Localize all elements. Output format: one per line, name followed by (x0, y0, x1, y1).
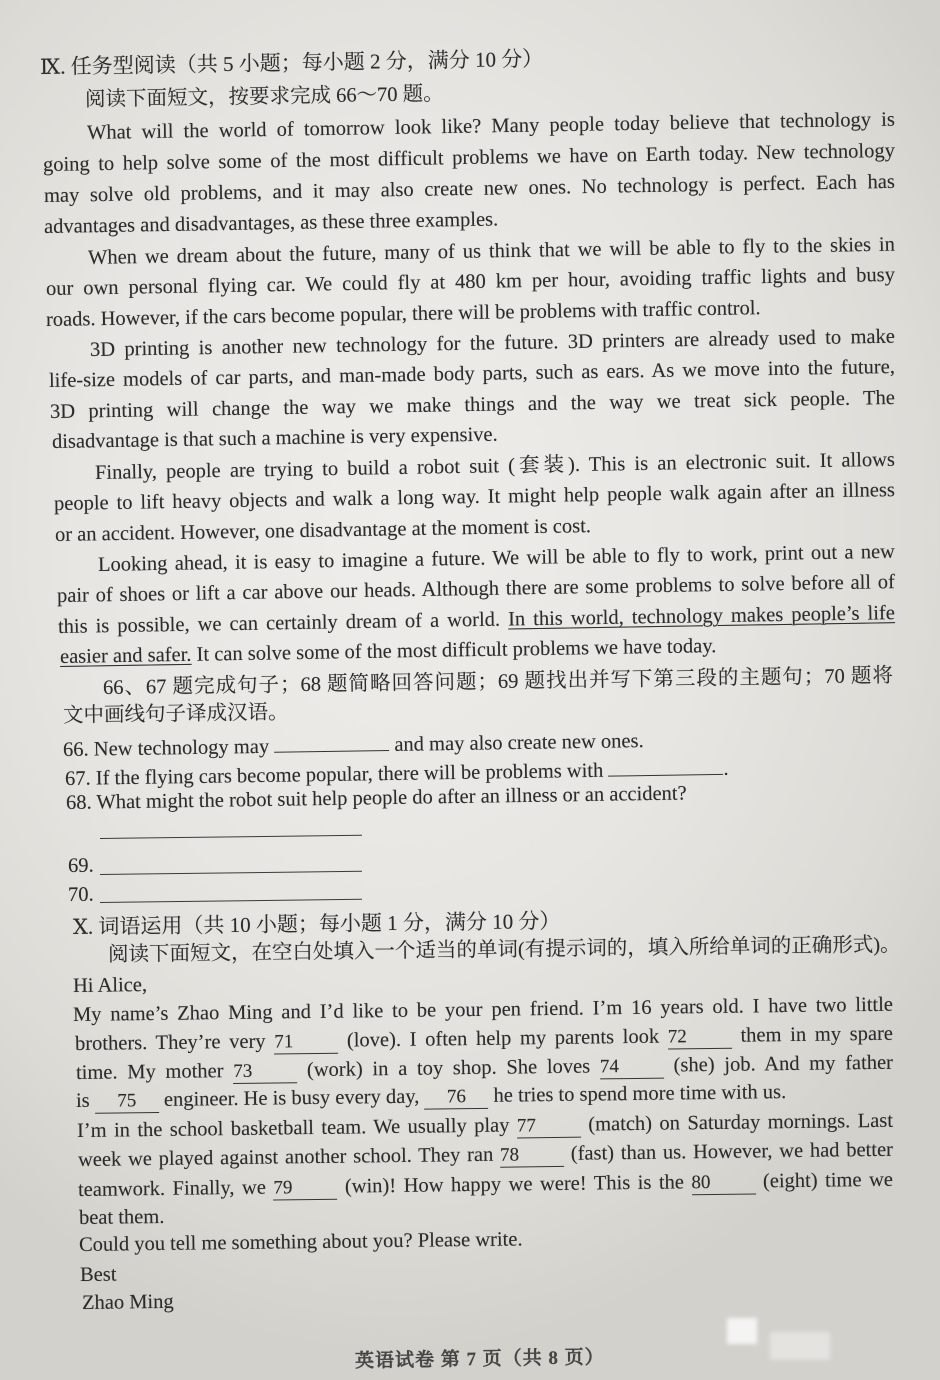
text-run: roads. However, if the cars become popular, there will be problems with traffic control. (45, 297, 761, 331)
text-run: . (723, 757, 729, 780)
text-run: may solve old problems, and it may also create new ones. No technology is perfect. Each has (43, 170, 896, 207)
watermark-overlay (727, 1318, 757, 1344)
section-9-instruction: 阅读下面短文，按要求完成 66～70 题。 (84, 83, 444, 111)
blank-75: 75 (95, 1090, 159, 1114)
text-run: Finally, people are trying to build a robot suit (套装). This is an electronic suit. It allows (94, 448, 896, 484)
text-run: (win)! How happy we were! This is the (337, 1171, 692, 1198)
text-run: or an accident. However, one disadvantage at the moment is cost. (54, 515, 592, 546)
letter-signoff: Best (79, 1263, 117, 1286)
answer-line-68 (100, 835, 362, 839)
text-run: I’m in the school basketball team. We usually play (76, 1114, 518, 1142)
blank-74: 74 (600, 1056, 664, 1080)
text-run: engineer. He is busy every day, (158, 1085, 425, 1111)
text-run: 67. If the flying cars become popular, there will be problems with (64, 759, 609, 790)
letter-line-7 (78, 1167, 893, 1203)
text-run: (she) job. And my father (663, 1051, 894, 1077)
text-run: (love). I often help my parents look (338, 1025, 668, 1052)
text-run: people to lift heavy objects and walk a long way. It might help people walk again after an illness (53, 479, 896, 515)
letter-greeting: Hi Alice, (72, 974, 148, 997)
blank-78: 78 (500, 1144, 564, 1168)
task-instruction-line-2: 文中画线句子译成汉语。 (62, 701, 289, 727)
text-run: our own personal flying car. We could fly at 480 km per hour, avoiding traffic lights and busy (45, 263, 896, 300)
text-run: beat them. (78, 1205, 165, 1229)
letter-line-8 (79, 1204, 165, 1231)
question-68: 68. What might the robot suit help people do after an illness or an accident? (65, 782, 687, 814)
passage-p5-line-4 (60, 633, 717, 670)
task-instruction-line-1: 66、67 题完成句子；68 题简略回答问题；69 题找出并写下第三段的主题句；70 题将 (102, 664, 894, 699)
text-run: My name’s Zhao Ming and I’d like to be your pen friend. I’m 16 years old. I have two little (72, 993, 894, 1026)
answer-blank (608, 752, 723, 777)
letter-signature: Zhao Ming (81, 1290, 174, 1314)
section-9-heading: Ⅸ. 任务型阅读（共 5 小题；每小题 2 分，满分 10 分） (39, 46, 544, 79)
question-70-number: 70. (67, 883, 94, 906)
underlined-sentence: easier and safer. (59, 643, 192, 668)
text-run: this is possible, we can certainly dream of a world. (57, 608, 509, 638)
text-run: (match) on Saturday mornings. Last (580, 1109, 894, 1136)
watermark-overlay (770, 1332, 830, 1360)
text-run: time. My mother (75, 1060, 234, 1084)
text-run: advantages and disadvantages, as these three examples. (43, 208, 499, 238)
text-run: (fast) than us. However, we had better (563, 1138, 894, 1165)
text-run: he tries to spend more time with us. (488, 1081, 787, 1107)
blank-80: 80 (691, 1171, 755, 1195)
text-run: Looking ahead, it is easy to imagine a future. We will be able to fly to work, print out a new (97, 540, 896, 576)
question-69-number: 69. (67, 854, 94, 877)
text-run: 3D printing will change the way we make things and the way we treat sick people. The (49, 386, 896, 423)
text-run: (work) in a toy shop. She loves (297, 1055, 601, 1082)
blank-76: 76 (424, 1086, 488, 1110)
passage-p1-line-4 (44, 206, 499, 240)
passage-p3-line-4 (52, 422, 498, 455)
answer-line-69 (100, 871, 362, 875)
answer-blank (274, 728, 389, 753)
text-run: teamwork. Finally, we (77, 1176, 274, 1201)
passage-p4-line-3 (55, 513, 591, 548)
letter-closing-question: Could you tell me something about you? Please write. (78, 1228, 523, 1256)
text-run: is (75, 1089, 95, 1112)
text-run: 3D printing is another new technology for the future. 3D printers are already used to make (89, 325, 896, 361)
section-10-heading: Ⅹ. 词语运用（共 10 小题；每小题 1 分，满分 10 分） (72, 908, 561, 939)
text-run: life-size models of car parts, and man-made body parts, such as ears. As we move into the future, (48, 355, 896, 392)
text-run: brothers. They’re very (74, 1030, 275, 1055)
blank-71: 71 (274, 1031, 338, 1055)
text-run: 66. New technology may (62, 735, 275, 761)
answer-line-70 (100, 899, 362, 903)
text-run: It can solve some of the most difficult problems we have today. (191, 635, 717, 666)
blank-72: 72 (668, 1026, 732, 1050)
text-run: going to help solve some of the most difficult problems we have on Earth today. New technology (42, 139, 896, 176)
text-run: week we played against another school. They ran (77, 1143, 501, 1171)
text-run: When we dream about the future, many of us think that we will be able to fly to the skies in (87, 233, 896, 269)
section-10-instruction: 阅读下面短文，在空白处填入一个适当的单词(有提示词的，填入所给单词的正确形式)。 (107, 934, 901, 966)
blank-73: 73 (233, 1060, 297, 1084)
underlined-sentence: In this world, technology makes people’s life (507, 602, 896, 631)
text-run: pair of shoes or lift a car above our heads. Although there are some problems to solve before all of (56, 571, 896, 607)
blank-79: 79 (273, 1177, 337, 1201)
blank-77: 77 (517, 1115, 581, 1139)
text-run: What will the world of tomorrow look like? Many people today believe that technology is (86, 108, 896, 144)
page-footer: 英语试卷 第 7 页（共 8 页） (354, 1347, 605, 1372)
text-run: them in my spare (731, 1022, 894, 1047)
text-run: (eight) time we (755, 1168, 894, 1193)
text-run: and may also create new ones. (389, 730, 644, 756)
text-run: disadvantage is that such a machine is very expensive. (51, 423, 498, 453)
